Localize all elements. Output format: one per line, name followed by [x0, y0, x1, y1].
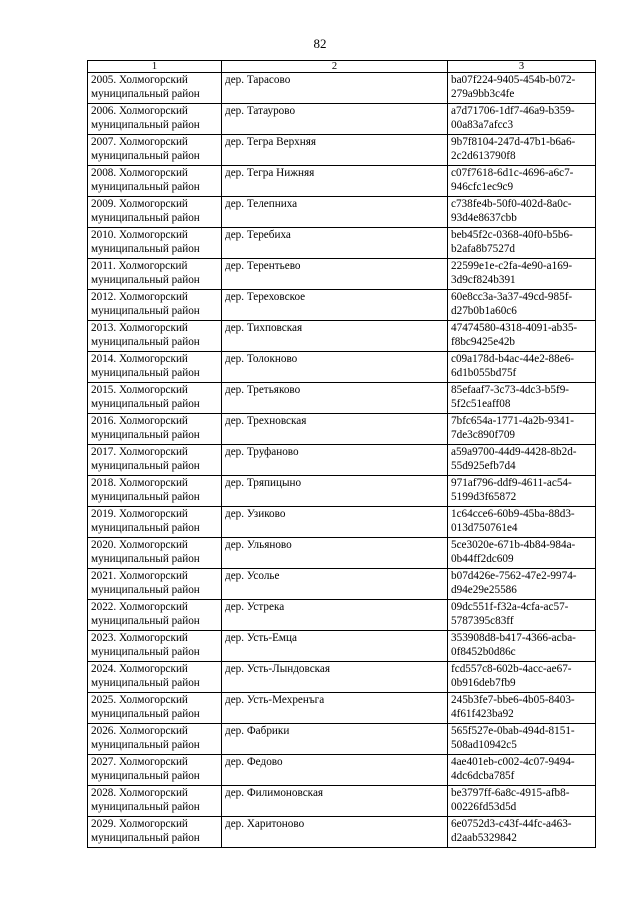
guid-cell: c738fe4b-50f0-402d-8a0c- 93d4e8637cbb: [448, 197, 596, 228]
table-row: [88, 135, 596, 166]
table-row: [88, 321, 596, 352]
table-row: [88, 569, 596, 600]
district-cell: 2007. Холмогорский муниципальный район: [88, 135, 222, 166]
district-cell: 2006. Холмогорский муниципальный район: [88, 104, 222, 135]
settlement-cell: дер. Тегра Верхняя: [222, 135, 448, 166]
table-row: [88, 383, 596, 414]
district-cell: 2014. Холмогорский муниципальный район: [88, 352, 222, 383]
settlement-cell: дер. Толокново: [222, 352, 448, 383]
table-row: [88, 507, 596, 538]
table-row: [88, 197, 596, 228]
district-cell: 2022. Холмогорский муниципальный район: [88, 600, 222, 631]
table-row: [88, 73, 596, 104]
table-row: [88, 724, 596, 755]
table-row: [88, 166, 596, 197]
settlement-cell: дер. Федово: [222, 755, 448, 786]
table-row: [88, 259, 596, 290]
settlement-cell: дер. Узиково: [222, 507, 448, 538]
guid-cell: 5ce3020e-671b-4b84-984a- 0b44ff2dc609: [448, 538, 596, 569]
district-cell: 2024. Холмогорский муниципальный район: [88, 662, 222, 693]
table-row: [88, 445, 596, 476]
guid-cell: 245b3fe7-bbe6-4b05-8403- 4f61f423ba92: [448, 693, 596, 724]
column-header-1: 1: [88, 61, 222, 73]
district-cell: 2012. Холмогорский муниципальный район: [88, 290, 222, 321]
settlement-cell: дер. Третьяково: [222, 383, 448, 414]
table-row: [88, 631, 596, 662]
guid-cell: a59a9700-44d9-4428-8b2d- 55d925efb7d4: [448, 445, 596, 476]
settlement-cell: дер. Тихповская: [222, 321, 448, 352]
guid-cell: 1c64cce6-60b9-45ba-88d3- 013d750761e4: [448, 507, 596, 538]
district-cell: 2021. Холмогорский муниципальный район: [88, 569, 222, 600]
table-body: [88, 73, 596, 848]
table-row: [88, 662, 596, 693]
guid-cell: 971af796-ddf9-4611-ac54- 5199d3f65872: [448, 476, 596, 507]
settlement-cell: дер. Теребиха: [222, 228, 448, 259]
district-cell: 2025. Холмогорский муниципальный район: [88, 693, 222, 724]
district-cell: 2023. Холмогорский муниципальный район: [88, 631, 222, 662]
guid-cell: 85efaaf7-3c73-4dc3-b5f9- 5f2c51eaff08: [448, 383, 596, 414]
guid-cell: ba07f224-9405-454b-b072- 279a9bb3c4fe: [448, 73, 596, 104]
guid-cell: 565f527e-0bab-494d-8151- 508ad10942c5: [448, 724, 596, 755]
guid-cell: 47474580-4318-4091-ab35- f8bc9425e42b: [448, 321, 596, 352]
settlement-cell: дер. Усолье: [222, 569, 448, 600]
district-cell: 2016. Холмогорский муниципальный район: [88, 414, 222, 445]
table-row: [88, 352, 596, 383]
district-cell: 2011. Холмогорский муниципальный район: [88, 259, 222, 290]
settlement-cell: дер. Харитоново: [222, 817, 448, 848]
guid-cell: 7bfc654a-1771-4a2b-9341- 7de3c890f709: [448, 414, 596, 445]
district-cell: 2020. Холмогорский муниципальный район: [88, 538, 222, 569]
settlement-cell: дер. Усть-Мехренъга: [222, 693, 448, 724]
table-row: [88, 414, 596, 445]
guid-cell: beb45f2c-0368-40f0-b5b6- b2afa8b7527d: [448, 228, 596, 259]
table-row: [88, 786, 596, 817]
guid-cell: 353908d8-b417-4366-acba- 0f8452b0d86c: [448, 631, 596, 662]
guid-cell: c09a178d-b4ac-44e2-88e6- 6d1b055bd75f: [448, 352, 596, 383]
settlement-cell: дер. Устрека: [222, 600, 448, 631]
district-cell: 2015. Холмогорский муниципальный район: [88, 383, 222, 414]
settlement-cell: дер. Терентьево: [222, 259, 448, 290]
guid-cell: be3797ff-6a8c-4915-afb8- 00226fd53d5d: [448, 786, 596, 817]
settlement-cell: дер. Усть-Лындовская: [222, 662, 448, 693]
guid-cell: fcd557c8-602b-4acc-ae67- 0b916deb7fb9: [448, 662, 596, 693]
guid-cell: 09dc551f-f32a-4cfa-ac57- 5787395c83ff: [448, 600, 596, 631]
table-row: [88, 693, 596, 724]
district-cell: 2017. Холмогорский муниципальный район: [88, 445, 222, 476]
district-cell: 2026. Холмогорский муниципальный район: [88, 724, 222, 755]
settlement-cell: дер. Тереховское: [222, 290, 448, 321]
district-cell: 2005. Холмогорский муниципальный район: [88, 73, 222, 104]
header-row: [88, 61, 596, 73]
district-cell: 2029. Холмогорский муниципальный район: [88, 817, 222, 848]
guid-cell: 4ae401eb-c002-4c07-9494- 4dc6dcba785f: [448, 755, 596, 786]
settlement-cell: дер. Филимоновская: [222, 786, 448, 817]
table-row: [88, 817, 596, 848]
settlement-cell: дер. Усть-Емца: [222, 631, 448, 662]
table-row: [88, 476, 596, 507]
settlement-cell: дер. Труфаново: [222, 445, 448, 476]
guid-cell: a7d71706-1df7-46a9-b359- 00a83a7afcc3: [448, 104, 596, 135]
district-cell: 2013. Холмогорский муниципальный район: [88, 321, 222, 352]
settlement-cell: дер. Ульяново: [222, 538, 448, 569]
settlement-cell: дер. Тарасово: [222, 73, 448, 104]
settlement-cell: дер. Фабрики: [222, 724, 448, 755]
district-cell: 2010. Холмогорский муниципальный район: [88, 228, 222, 259]
settlement-cell: дер. Татаурово: [222, 104, 448, 135]
table-header: [88, 61, 596, 73]
settlement-cell: дер. Трехновская: [222, 414, 448, 445]
district-cell: 2009. Холмогорский муниципальный район: [88, 197, 222, 228]
settlement-cell: дер. Тряпицыно: [222, 476, 448, 507]
table-row: [88, 538, 596, 569]
column-header-3: 3: [448, 61, 596, 73]
page-number: 82: [313, 36, 327, 51]
guid-cell: 9b7f8104-247d-47b1-b6a6- 2c2d613790f8: [448, 135, 596, 166]
table-row: [88, 228, 596, 259]
guid-cell: b07d426e-7562-47e2-9974- d94e29e25586: [448, 569, 596, 600]
district-cell: 2028. Холмогорский муниципальный район: [88, 786, 222, 817]
guid-cell: 6e0752d3-c43f-44fc-a463- d2aab5329842: [448, 817, 596, 848]
district-cell: 2018. Холмогорский муниципальный район: [88, 476, 222, 507]
table-row: [88, 104, 596, 135]
guid-cell: c07f7618-6d1c-4696-a6c7- 946cfc1ec9c9: [448, 166, 596, 197]
district-cell: 2008. Холмогорский муниципальный район: [88, 166, 222, 197]
district-cell: 2027. Холмогорский муниципальный район: [88, 755, 222, 786]
settlement-cell: дер. Тегра Нижняя: [222, 166, 448, 197]
column-header-2: 2: [222, 61, 448, 73]
settlements-table: [87, 60, 596, 848]
settlement-cell: дер. Телепниха: [222, 197, 448, 228]
table-row: [88, 755, 596, 786]
guid-cell: 60e8cc3a-3a37-49cd-985f- d27b0b1a60c6: [448, 290, 596, 321]
guid-cell: 22599e1e-c2fa-4e90-a169- 3d9cf824b391: [448, 259, 596, 290]
district-cell: 2019. Холмогорский муниципальный район: [88, 507, 222, 538]
table-row: [88, 290, 596, 321]
table-row: [88, 600, 596, 631]
